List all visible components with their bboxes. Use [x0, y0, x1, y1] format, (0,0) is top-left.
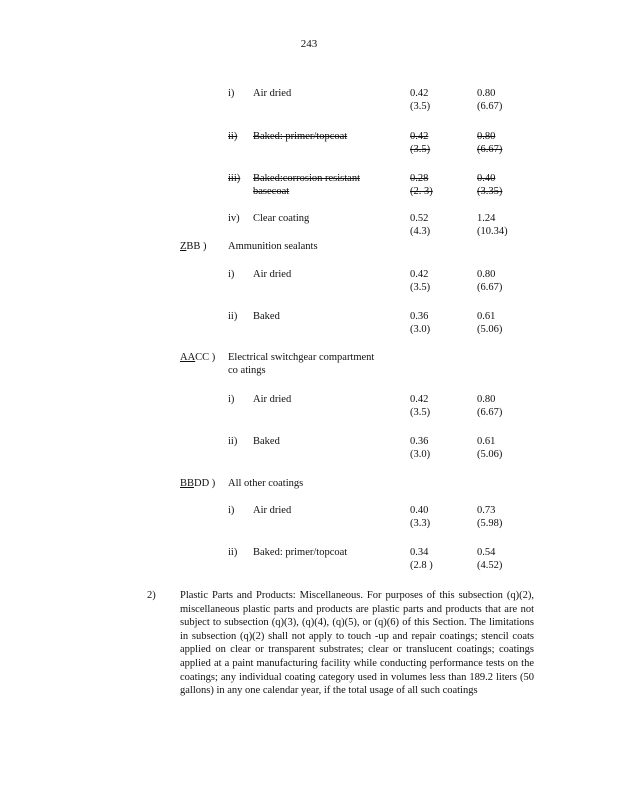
item-number: ii)	[228, 311, 238, 322]
limit-value: 0.61	[477, 311, 496, 322]
limit-value-metric: (3.0)	[410, 324, 431, 335]
category-new-letter: BB )	[186, 241, 207, 252]
item-description: Clear coating	[253, 213, 310, 224]
item-number: i)	[228, 505, 235, 516]
item-description-struck: Baked: primer/topcoat	[253, 131, 348, 142]
limit-value: 0.36	[410, 436, 429, 447]
category-label	[180, 351, 215, 365]
limit-value-struck: 0.28	[410, 173, 429, 184]
item-description: Air dried	[253, 269, 292, 280]
limit-value: 0.36	[410, 311, 429, 322]
limit-value: 0.42	[410, 88, 429, 99]
item-description: Baked	[253, 311, 280, 322]
limit-value-metric: (3.5)	[410, 282, 431, 293]
paragraph-body: Plastic Parts and Products: Miscellaneous. For purposes of this subsection (q)(2), miscellaneous plastic parts and products are plastic parts and products that are not subject to subsection (q)(3), (q)(4), (q)(5), or (q)(6) of this Section. The limitations in subsection (q)(2) shall not apply to touch -up and repair coatings; stencil coats applied on clear or transparent substrates; clear or translucent coatings; coatings applied at a paint manufacturing facility while conducting performance tests on the coatings; any individual coating category used in volumes less than 189.2 liters (50 gallons) in any one calendar year, if the total usage of all such coatings	[180, 590, 534, 697]
limit-value: 0.52	[410, 213, 429, 224]
limit-value-metric-struck: (3.35)	[477, 186, 503, 197]
limit-value-struck: 0.80	[477, 131, 496, 142]
category-description: Ammunition sealants	[228, 241, 318, 252]
limit-value-metric: (2.8 )	[410, 560, 433, 571]
limit-value-metric-struck: (6.67)	[477, 144, 503, 155]
limit-value: 0.54	[477, 547, 496, 558]
limit-value: 1.24	[477, 213, 496, 224]
item-description-struck: basecoat	[253, 186, 290, 197]
limit-value-metric: (10.34)	[477, 226, 508, 237]
limit-value-metric: (4.52)	[477, 560, 503, 571]
limit-value: 0.40	[410, 505, 429, 516]
item-number: iv)	[228, 213, 240, 224]
category-old-letter: BB	[180, 478, 195, 489]
item-description: Baked	[253, 436, 280, 447]
item-number: i)	[228, 394, 235, 405]
limit-value-metric: (5.06)	[477, 449, 503, 460]
limit-value: 0.42	[410, 394, 429, 405]
item-number: ii)	[228, 547, 238, 558]
limit-value-metric: (6.67)	[477, 407, 503, 418]
limit-value-metric: (6.67)	[477, 282, 503, 293]
page-number: 243	[300, 38, 318, 50]
category-old-letter: AA	[180, 352, 196, 363]
limit-value: 0.80	[477, 269, 496, 280]
limit-value-struck: 0.40	[477, 173, 496, 184]
limit-value-metric: (3.5)	[410, 407, 431, 418]
item-number-struck: ii)	[228, 131, 238, 142]
limit-value-metric: (3.0)	[410, 449, 431, 460]
category-new-letter: DD )	[194, 478, 216, 489]
limit-value-metric: (5.06)	[477, 324, 503, 335]
limit-value-metric: (3.3)	[410, 518, 431, 529]
limit-value-metric: (5.98)	[477, 518, 503, 529]
limit-value: 0.42	[410, 269, 429, 280]
category-description: Electrical switchgear compartment	[228, 352, 375, 363]
limit-value: 0.80	[477, 394, 496, 405]
item-description: Baked: primer/topcoat	[253, 547, 348, 558]
item-number-struck: iii)	[228, 173, 241, 184]
limit-value: 0.61	[477, 436, 496, 447]
limit-value-struck: 0.42	[410, 131, 429, 142]
category-old-letter: Z	[180, 241, 187, 252]
limit-value-metric-struck: (2. 3)	[410, 186, 433, 197]
limit-value-metric-struck: (3.5)	[410, 144, 431, 155]
category-description: All other coatings	[228, 478, 304, 489]
item-number: i)	[228, 269, 235, 280]
item-number: i)	[228, 88, 235, 99]
item-description-struck: Baked:corrosion resistant	[253, 173, 361, 184]
limit-value: 0.34	[410, 547, 429, 558]
item-number: ii)	[228, 436, 238, 447]
item-description: Air dried	[253, 505, 292, 516]
limit-value-metric: (4.3)	[410, 226, 431, 237]
paragraph-number: 2)	[147, 590, 156, 601]
category-new-letter: CC )	[195, 352, 216, 363]
category-label	[180, 477, 215, 491]
limit-value-metric: (3.5)	[410, 101, 431, 112]
item-description: Air dried	[253, 88, 292, 99]
item-description: Air dried	[253, 394, 292, 405]
limit-value: 0.73	[477, 505, 496, 516]
limit-value: 0.80	[477, 88, 496, 99]
limit-value-metric: (6.67)	[477, 101, 503, 112]
category-label	[180, 240, 207, 254]
category-description: co atings	[228, 365, 266, 376]
